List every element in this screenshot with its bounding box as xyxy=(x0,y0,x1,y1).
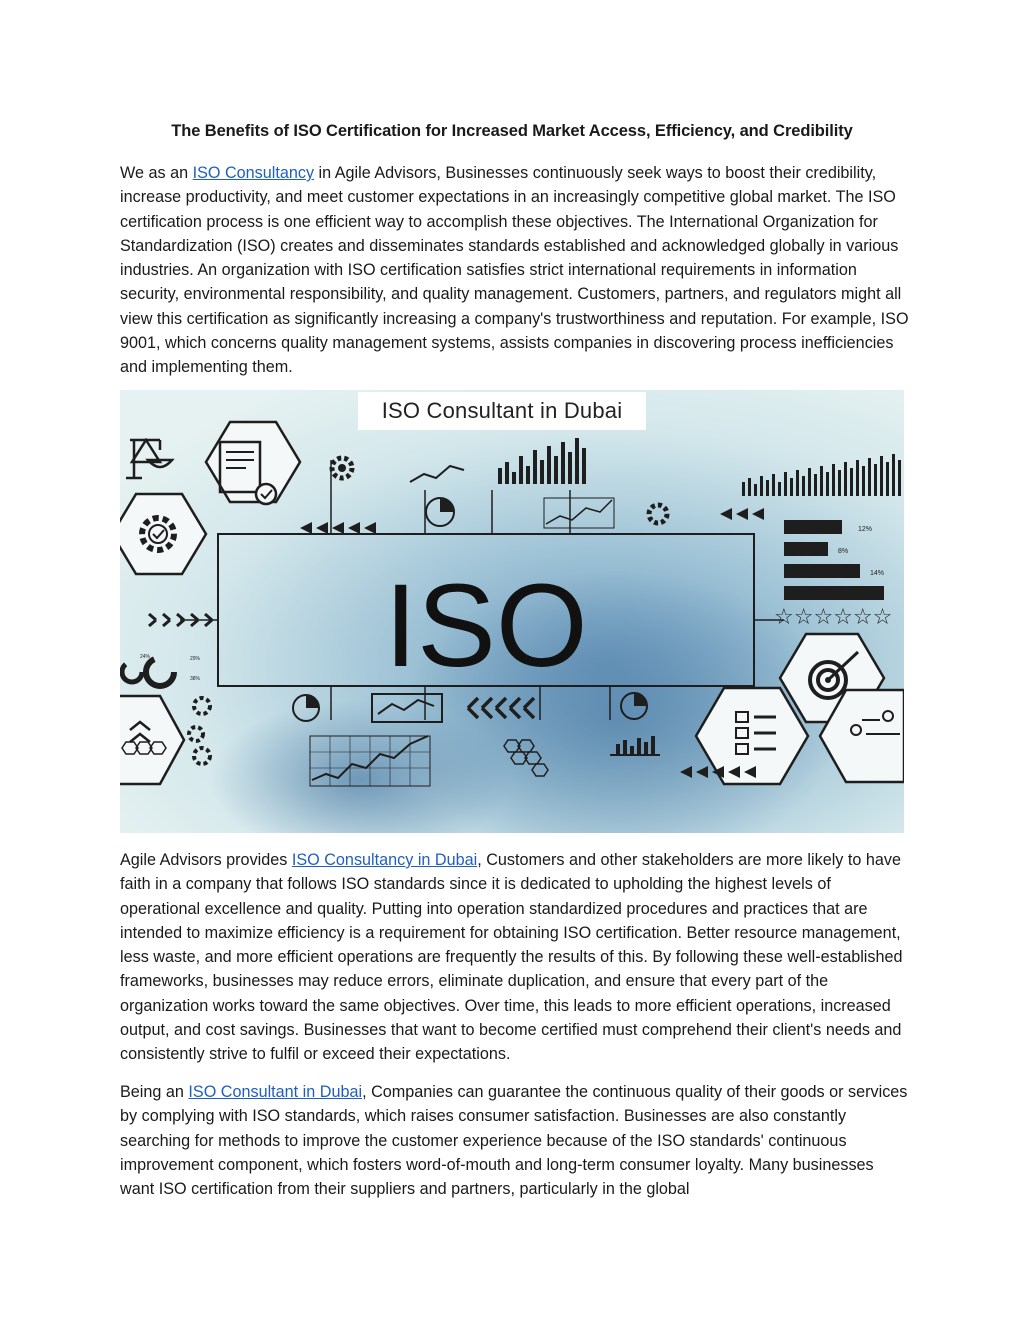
gauge-label-2: 29% xyxy=(190,656,201,662)
svg-text:☆☆☆☆☆☆: ☆☆☆☆☆☆ xyxy=(774,605,893,630)
paragraph-2-text-end: , Customers and other stakeholders are more likely to have faith in a company that follows ISO standards since it is dedicated to upholding the highest levels of operational excellence and quality. Putting into operation standardized procedures and practices that are intended to maximize efficiency is a requirement for obtaining ISO certification. Better resource management, less waste, and more efficient operations are frequently the results of this. By following these well-established frameworks, businesses may reduce errors, eliminate duplication, and ensure that every part of the organization works toward the same objectives. Over time, this leads to more efficient operations, increased output, and cost savings. Businesses that want to become certified must comprehend their client's needs and consistently strive to fulfil or exceed their expectations. xyxy=(120,851,903,1064)
paragraph-2 xyxy=(120,848,910,1067)
image-caption-box xyxy=(358,392,646,430)
percent-label-2: 8% xyxy=(838,548,849,555)
paragraph-1 xyxy=(120,161,910,380)
iso-consultancy-link[interactable]: ISO Consultancy xyxy=(192,164,315,182)
percent-label-3: 14% xyxy=(870,570,885,577)
percent-label-1: 12% xyxy=(858,526,873,533)
iso-infographic-illustration xyxy=(120,390,904,833)
iso-consultant-dubai-image xyxy=(120,390,904,833)
paragraph-2-text-start: Agile Advisors provides xyxy=(120,851,292,869)
paragraph-3 xyxy=(120,1080,910,1201)
gauge-label-1: 24% xyxy=(140,654,151,660)
iso-big-text: ISO xyxy=(384,560,588,692)
paragraph-3-text-start: Being an xyxy=(120,1083,189,1101)
document-title: The Benefits of ISO Certification for Increased Market Access, Efficiency, and Credibility xyxy=(171,122,853,140)
image-caption: ISO Consultant in Dubai xyxy=(381,398,623,423)
paragraph-3-text-end: , Companies can guarantee the continuous quality of their goods or services by complying with ISO standards, which raises consumer satisfaction. Businesses are also constantly searching for methods to improve the customer experience because of the ISO standards' continuous improvement component, which fosters word-of-mouth and long-term consumer loyalty. Many businesses want ISO certification from their suppliers and partners, particularly in the global xyxy=(120,1083,908,1199)
paragraph-1-text-end: in Agile Advisors, Businesses continuously seek ways to boost their credibility, increase productivity, and meet customer expectations in an increasingly competitive global market. The ISO certification process is one efficient way to accomplish these objectives. The International Organization for Standardization (ISO) creates and disseminates standards established and acknowledged globally in various industries. An organization with ISO certification satisfies strict international requirements in information security, environmental responsibility, and quality management. Customers, partners, and regulators might all view this certification as significantly increasing a company's trustworthiness and reputation. For example, ISO 9001, which concerns quality management systems, assists companies in discovering process inefficiencies and implementing them. xyxy=(120,164,909,377)
rating-stars-icon xyxy=(774,605,892,630)
iso-consultancy-dubai-link[interactable]: ISO Consultancy in Dubai xyxy=(291,851,478,869)
iso-consultant-dubai-link[interactable]: ISO Consultant in Dubai xyxy=(188,1083,363,1101)
paragraph-1-text-start: We as an xyxy=(120,164,193,182)
gauge-label-3: 38% xyxy=(190,676,201,682)
